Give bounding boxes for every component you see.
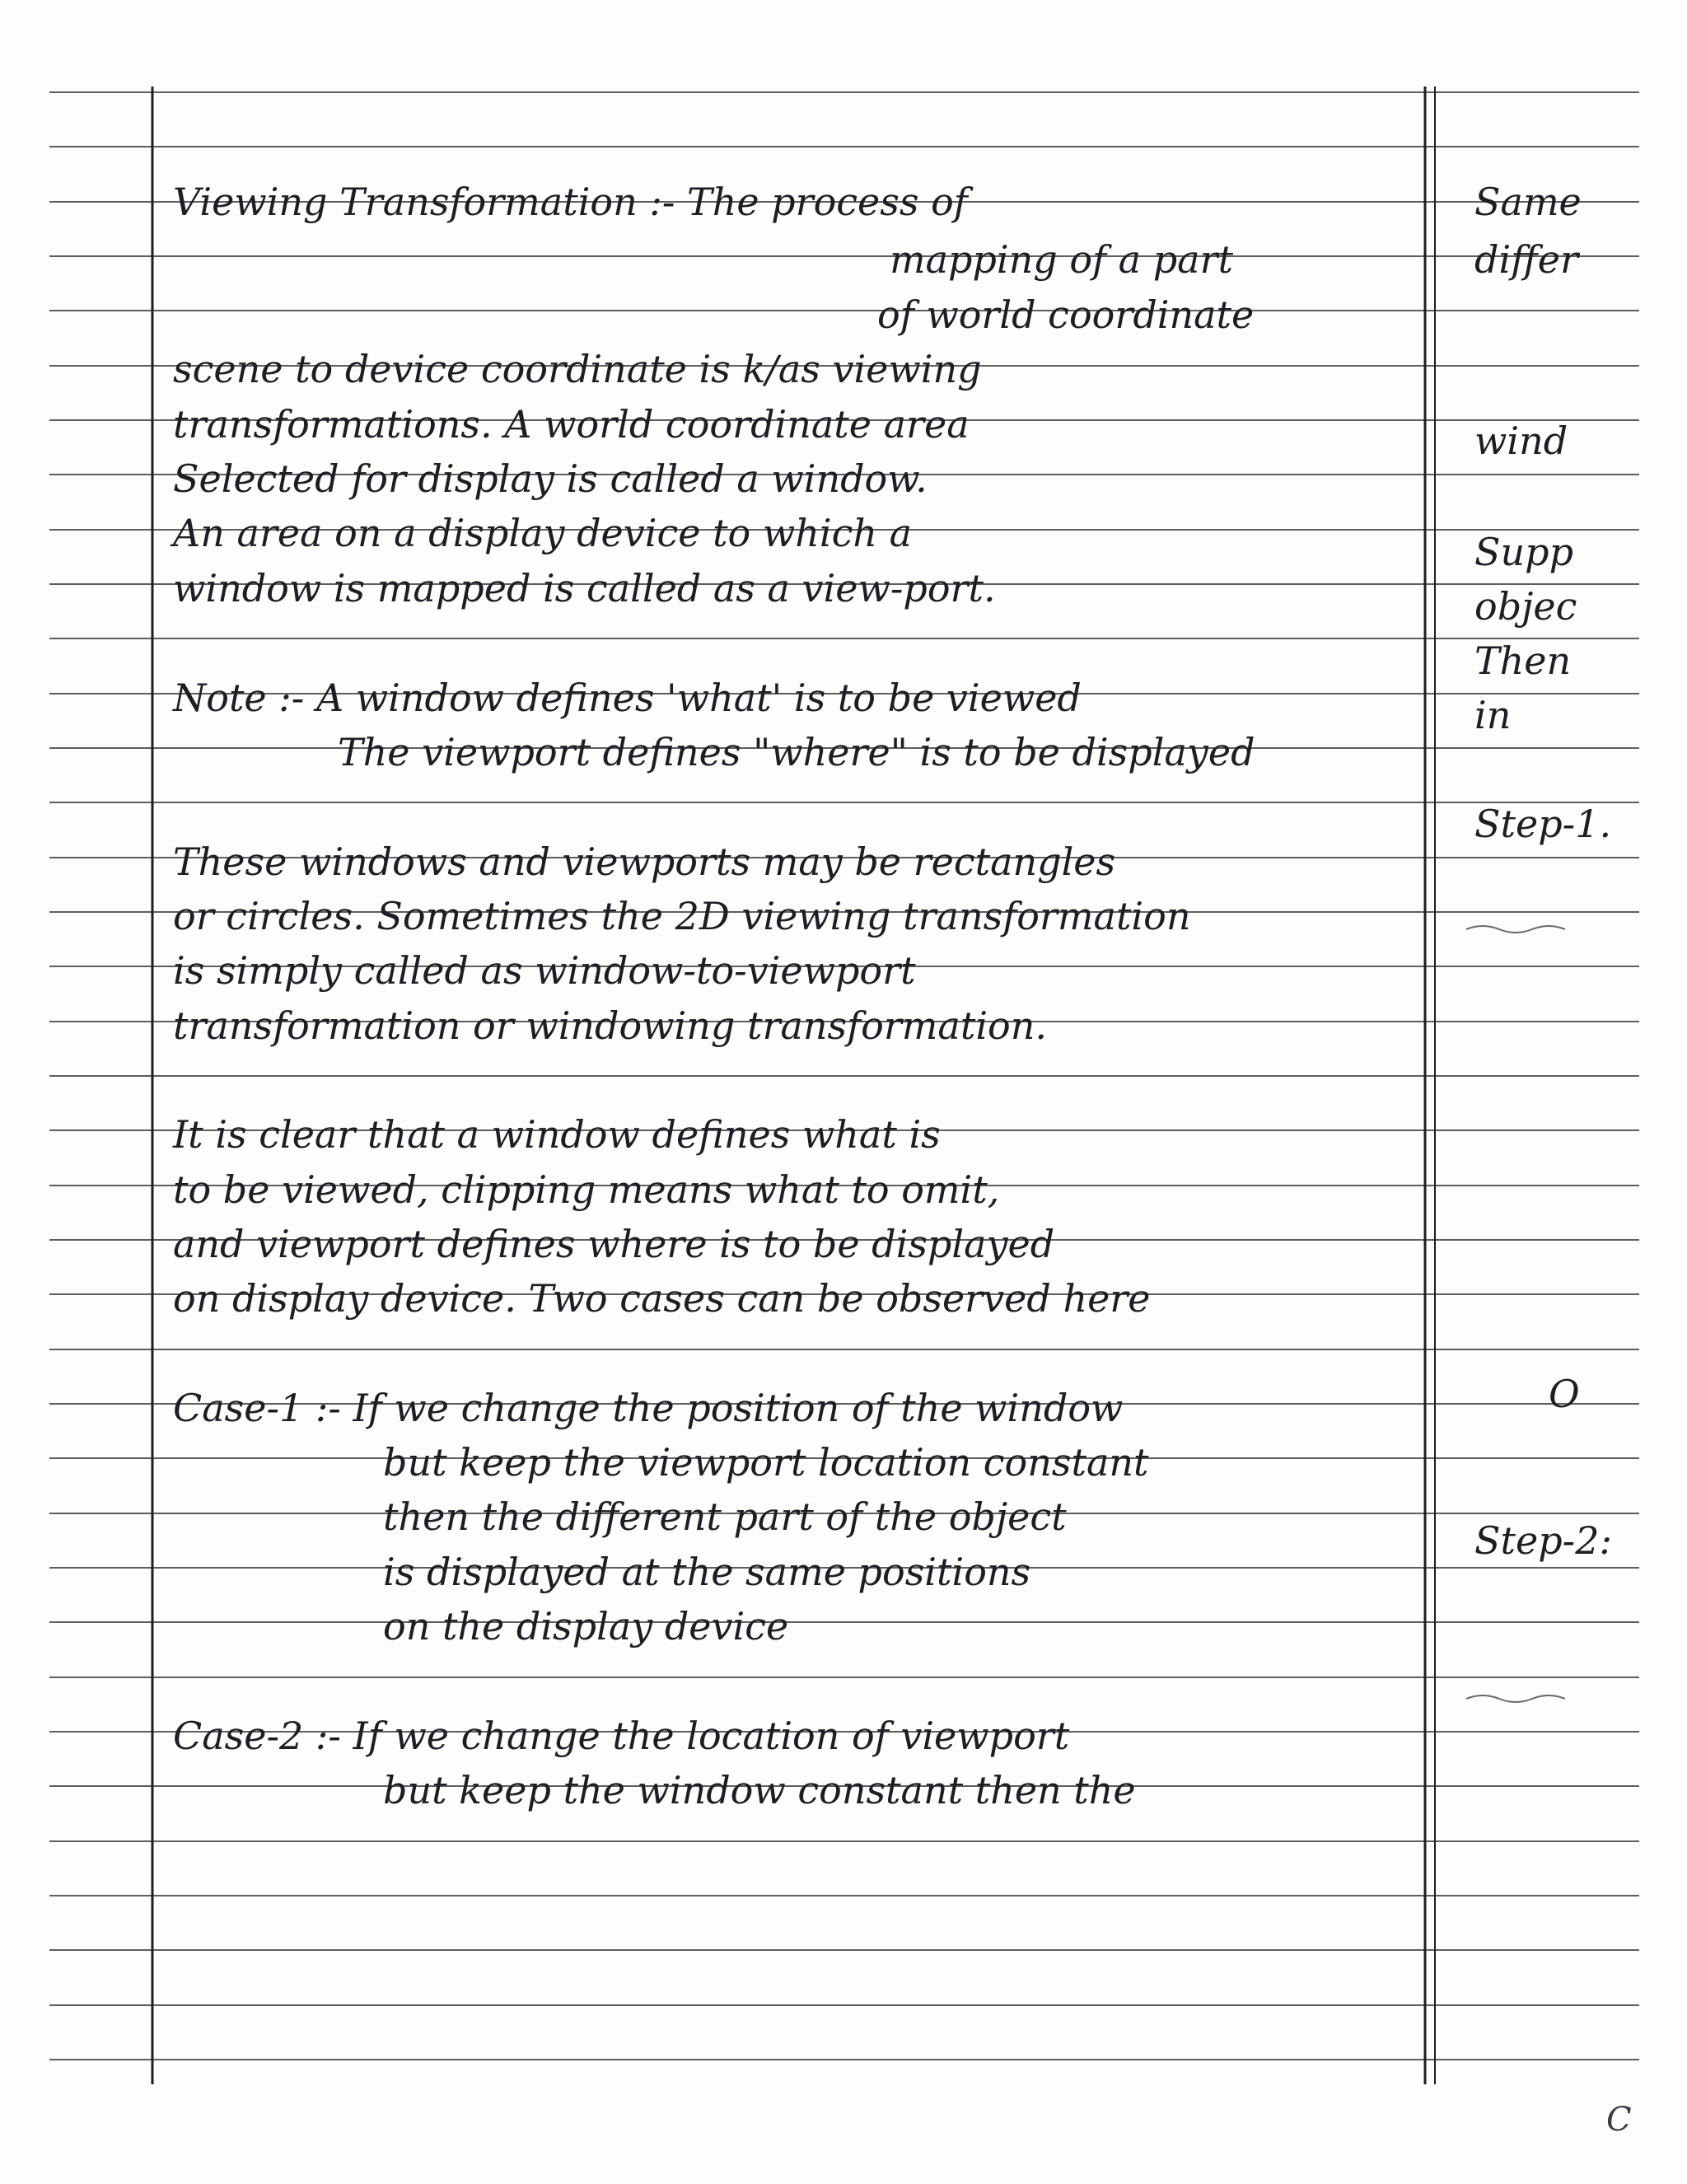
side-fragment: Same (1474, 180, 1582, 224)
notes-line: Note :- A window defines 'what' is to be viewed (173, 676, 1082, 720)
notes-line: but keep the viewport location constant (383, 1440, 1149, 1485)
side-fragment: wind (1474, 419, 1568, 463)
notes-line: on display device. Two cases can be observed here (173, 1276, 1151, 1321)
notes-line: or circles. Sometimes the 2D viewing transformation (173, 894, 1191, 938)
notes-line: Case-2 :- If we change the location of viewport (173, 1714, 1070, 1758)
notes-line: window is mapped is called as a view-port. (173, 566, 996, 610)
side-fragment: differ (1474, 237, 1578, 282)
notes-line: but keep the window constant then the (383, 1768, 1136, 1812)
notes-line: mapping of a part (890, 237, 1234, 282)
notes-line: and viewport defines where is to be displayed (173, 1222, 1055, 1266)
notes-line: then the different part of the object (383, 1494, 1067, 1539)
side-fragment: O (1549, 1372, 1580, 1416)
side-fragment: in (1474, 693, 1512, 737)
notes-line: scene to device coordinate is k/as viewing (173, 347, 982, 391)
notes-line: is simply called as window-to-viewport (173, 948, 916, 993)
notes-line: It is clear that a window defines what is (173, 1112, 941, 1157)
notes-line: An area on a display device to which a (173, 511, 913, 555)
side-fragment: Step-1. (1474, 802, 1612, 846)
side-fragment: Then (1474, 638, 1572, 683)
notes-line: The viewport defines "where" is to be displayed (338, 730, 1255, 774)
notes-line: of world coordinate (877, 292, 1255, 337)
notes-line: to be viewed, clipping means what to omit, (173, 1167, 1000, 1212)
notes-line: transformations. A world coordinate area (173, 402, 970, 447)
notes-line: on the display device (383, 1604, 789, 1649)
side-fragment: Supp (1474, 530, 1574, 574)
notes-line: Case-1 :- If we change the position of the window (173, 1386, 1124, 1430)
page-corner-mark: C (1606, 2101, 1632, 2139)
side-fragment: Step-2: (1474, 1518, 1612, 1563)
side-fragment: objec (1474, 584, 1577, 629)
notes-line: Selected for display is called a window. (173, 456, 928, 501)
notes-line: transformation or windowing transformation. (173, 1003, 1047, 1048)
notes-line: is displayed at the same positions (383, 1550, 1031, 1594)
notes-line: Viewing Transformation :- The process of (173, 180, 968, 224)
notes-line: These windows and viewports may be rectangles (173, 839, 1116, 884)
